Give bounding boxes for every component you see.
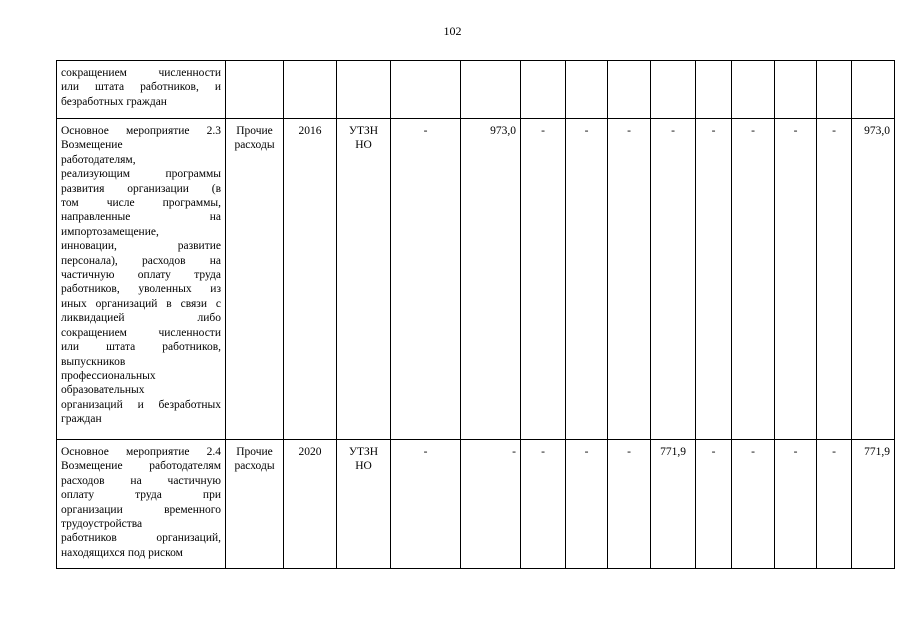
table-cell: [696, 61, 732, 119]
description-line: профессиональных: [61, 369, 156, 382]
description-line: Возмещение: [61, 139, 123, 152]
table-cell: УТЗН НО: [337, 440, 391, 569]
table-cell: [337, 61, 391, 119]
table-cell: [852, 61, 895, 119]
description-line: образовательных: [61, 384, 145, 397]
description-line: развития организации (в: [61, 182, 221, 195]
description-line: работников организаций,: [61, 532, 221, 545]
table-cell: 771,9: [651, 440, 696, 569]
table-cell: -: [461, 440, 521, 569]
description-line: граждан: [61, 413, 102, 426]
table-cell: Прочие расходы: [226, 440, 284, 569]
table-cell: [775, 61, 817, 119]
description-line: выпускников: [61, 355, 126, 368]
table-cell: -: [817, 119, 852, 440]
description-line: работодателям,: [61, 153, 136, 166]
table-cell: -: [817, 440, 852, 569]
table-cell: [651, 61, 696, 119]
table-cell: [391, 61, 461, 119]
description-line: расходов на частичную: [61, 474, 221, 487]
description-line: безработных граждан: [61, 95, 167, 108]
table-cell: [732, 61, 775, 119]
description-line: или штата работников, и: [61, 81, 221, 94]
table-cell: УТЗН НО: [337, 119, 391, 440]
table-cell: -: [608, 119, 651, 440]
table-row: [57, 440, 895, 569]
table-cell: -: [521, 119, 566, 440]
table-cell: -: [391, 119, 461, 440]
description-line: организации временного: [61, 503, 221, 516]
table-cell: -: [566, 440, 608, 569]
table-cell: -: [732, 119, 775, 440]
table-cell: [226, 61, 284, 119]
description-line: персонала), расходов на: [61, 254, 221, 267]
table-cell: -: [608, 440, 651, 569]
table-cell: [521, 61, 566, 119]
table-cell: -: [732, 440, 775, 569]
table-cell: -: [651, 119, 696, 440]
description-line: Основное мероприятие 2.3: [61, 125, 221, 137]
table-cell: 2016: [284, 119, 337, 440]
description-line: работников, уволенных из: [61, 283, 221, 296]
table-cell: -: [696, 440, 732, 569]
description-line: оплату труда при: [61, 489, 221, 502]
description-line: ликвидацией либо: [61, 312, 221, 325]
table-row: [57, 119, 895, 440]
description-line: Возмещение работодателям: [61, 460, 221, 473]
table-cell: 973,0: [461, 119, 521, 440]
table-cell: 2020: [284, 440, 337, 569]
table-cell: [566, 61, 608, 119]
description-cell: [57, 119, 226, 440]
page-number: 102: [443, 24, 462, 38]
description-cell: [57, 440, 226, 569]
table-cell: [461, 61, 521, 119]
description-line: импортозамещение,: [61, 225, 159, 238]
table-cell: -: [521, 440, 566, 569]
table-cell: -: [391, 440, 461, 569]
table-cell: -: [775, 119, 817, 440]
description-line: направленные на: [61, 211, 221, 224]
table-cell: [817, 61, 852, 119]
table-cell: -: [775, 440, 817, 569]
table-cell: [608, 61, 651, 119]
table-cell: -: [566, 119, 608, 440]
description-line: инновации, развитие: [61, 240, 221, 253]
description-line: частичную оплату труда: [61, 269, 221, 282]
description-line: или штата работников,: [61, 341, 221, 354]
description-line: находящихся под риском: [61, 546, 183, 559]
description-line: иных организаций в связи с: [61, 297, 221, 310]
description-line: реализующим программы: [61, 168, 221, 181]
description-line: организаций и безработных: [61, 398, 221, 411]
description-line: трудоустройства: [61, 518, 143, 531]
table-cell: [284, 61, 337, 119]
table-cell: Прочие расходы: [226, 119, 284, 440]
table-cell: 973,0: [852, 119, 895, 440]
description-cell: [57, 61, 226, 119]
table-cell: 771,9: [852, 440, 895, 569]
table-row: [57, 61, 895, 119]
description-line: Основное мероприятие 2.4: [61, 446, 221, 458]
table-cell: -: [696, 119, 732, 440]
description-line: том числе программы,: [61, 197, 221, 210]
budget-table: [56, 60, 895, 569]
description-line: сокращением численности: [61, 67, 221, 79]
description-line: сокращением численности: [61, 326, 221, 339]
